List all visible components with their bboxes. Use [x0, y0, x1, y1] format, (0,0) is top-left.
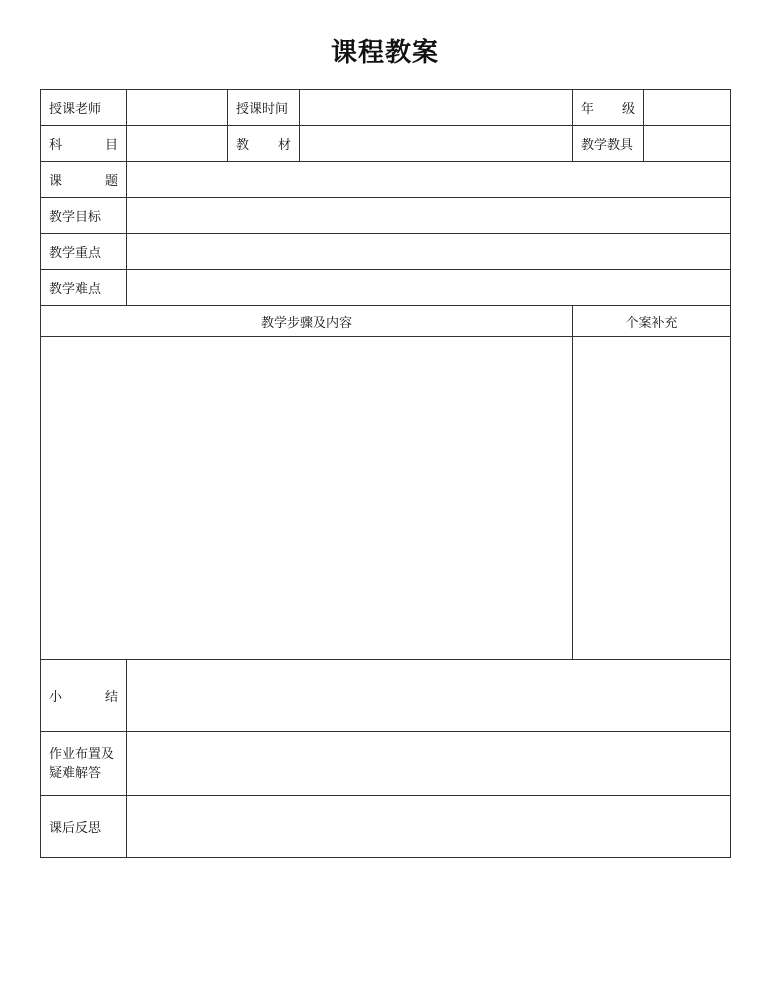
tools-label: 教学教具 [573, 126, 644, 162]
supplement-content-cell[interactable] [573, 337, 731, 660]
table-row-teacher [41, 90, 731, 126]
subject-label-b: 目 [104, 138, 118, 153]
summary-label-a: 小 [49, 690, 63, 705]
table-row-homework [41, 732, 731, 796]
table-row-difficult-point [41, 270, 731, 306]
grade-label [573, 90, 644, 126]
time-value-cell[interactable] [300, 90, 573, 126]
homework-label-line2: 疑难解答 [49, 765, 102, 781]
goal-value-cell[interactable] [127, 198, 731, 234]
reflection-value-cell[interactable] [127, 796, 731, 858]
grade-value-cell[interactable] [644, 90, 731, 126]
subject-value-cell[interactable] [127, 126, 228, 162]
table-row-goal [41, 198, 731, 234]
summary-value-cell[interactable] [127, 660, 731, 732]
summary-label [41, 660, 127, 732]
topic-value-cell[interactable] [127, 162, 731, 198]
goal-label: 教学目标 [41, 198, 127, 234]
material-label [228, 126, 300, 162]
document-title: 课程教案 [330, 38, 439, 68]
difficult-point-label: 教学难点 [41, 270, 127, 306]
difficult-point-value-cell[interactable] [127, 270, 731, 306]
material-label-b: 材 [277, 138, 291, 153]
homework-value-cell[interactable] [127, 732, 731, 796]
topic-label [41, 162, 127, 198]
steps-header: 教学步骤及内容 [41, 306, 573, 337]
subject-label-a: 科 [49, 138, 63, 153]
table-row-reflection [41, 796, 731, 858]
topic-label-a: 课 [49, 174, 63, 189]
steps-content-cell[interactable] [41, 337, 573, 660]
topic-label-b: 题 [104, 174, 118, 189]
table-row-topic [41, 162, 731, 198]
teacher-value-cell[interactable] [127, 90, 228, 126]
table-row-summary [41, 660, 731, 732]
grade-label-a: 年 [581, 102, 595, 117]
tools-value-cell[interactable] [644, 126, 731, 162]
table-row-subject [41, 126, 731, 162]
grade-label-b: 级 [621, 102, 635, 117]
lesson-plan-table [40, 89, 731, 858]
material-value-cell[interactable] [300, 126, 573, 162]
table-row-key-point [41, 234, 731, 270]
teacher-label: 授课老师 [41, 90, 127, 126]
reflection-label: 课后反思 [41, 796, 127, 858]
supplement-header: 个案补充 [573, 306, 731, 337]
key-point-value-cell[interactable] [127, 234, 731, 270]
table-row-section-headers [41, 306, 731, 337]
time-label: 授课时间 [228, 90, 300, 126]
key-point-label: 教学重点 [41, 234, 127, 270]
homework-label [41, 732, 127, 796]
summary-label-b: 结 [104, 690, 118, 705]
homework-label-line1: 作业布置及 [49, 746, 115, 762]
material-label-a: 教 [236, 138, 250, 153]
table-row-content [41, 337, 731, 660]
subject-label [41, 126, 127, 162]
